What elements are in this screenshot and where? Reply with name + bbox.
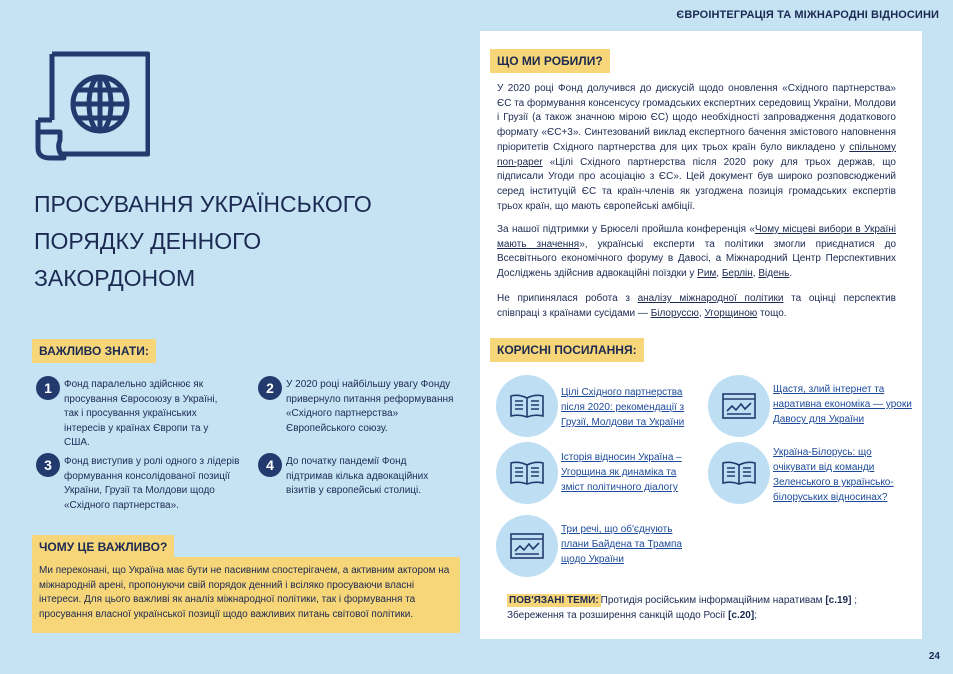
fact-item: [36, 378, 232, 451]
page-title: [34, 186, 434, 297]
paragraph-1: [497, 82, 896, 214]
text: та оцінці перспектив співпраці з країнами сусідами —: [497, 293, 896, 319]
why-text: Ми переконані, що Україна має бути не пасивним спостерігачем, а активним актором на міжнародній арені, пропонуючи свій порядок денний і всіляко просуваючи власні інтереси. Для цього важливі як аналіз міжнародної політики, так і формування та просування власної української позиції щодо важливих питань світової політики.: [32, 557, 460, 633]
fact-text: До початку пандемії Фонд підтримав кілька адвокаційних візитів у європейські столиці.: [286, 456, 429, 496]
paragraph-2: [497, 223, 896, 282]
fact-number: 3: [36, 453, 60, 477]
useful-link[interactable]: [496, 515, 696, 577]
important-label: ВАЖЛИВО ЗНАТИ:: [32, 339, 156, 363]
book-icon: [509, 393, 545, 419]
fact-number: 1: [36, 376, 60, 400]
hungary-link[interactable]: Угорщиною: [704, 307, 758, 319]
text: У 2020 році Фонд долучився до дискусій щодо оновлення «Східного партнерства» ЄС та формування консенсусу громадських експертних середовищ України, Молдови і Грузії (а також значною мірою ЄС) щодо необхідності запровадження додаткового формату «ЄС+3». Синтезований виклад експертного бачення змістового наповнення пріоритетів Східного партнерства для цих трьох країн було викладено у: [497, 83, 897, 153]
book-icon: [509, 460, 545, 486]
policy-analysis-link[interactable]: аналізу міжнародної політики: [637, 293, 784, 304]
what-we-did-label: ЩО МИ РОБИЛИ?: [490, 49, 610, 73]
paragraph-3: [497, 292, 896, 321]
link-text[interactable]: Історія відносин Україна – Угорщина як динаміка та зміст політичного діалогу: [561, 452, 682, 493]
browser-chart-icon: [721, 392, 757, 420]
link-icon-circle: [496, 515, 558, 577]
text: ,: [698, 307, 705, 319]
page-ref: [с.20]: [728, 610, 755, 621]
passport-globe-icon: [34, 50, 150, 162]
fact-item: [36, 455, 244, 513]
rome-link[interactable]: Рим: [697, 268, 717, 280]
fact-text: Фонд виступив у ролі одного з лідерів формування консолідованої позиції України, Грузії та Молдови щодо «Східного партнерства».: [64, 456, 240, 511]
link-text[interactable]: Три речі, що об'єднують плани Байдена та Трампа щодо України: [561, 524, 682, 565]
why-label: ЧОМУ ЦЕ ВАЖЛИВО?: [32, 535, 174, 559]
related-label: ПОВ'ЯЗАНІ ТЕМИ:: [509, 595, 599, 606]
text: », українські експерти та політики змогли приєднатися до Всесвітнього економічного форуму в Давосі, а Міжнародний Центр Перспективних Досліджень здійснив адвокаційні поїздки у: [497, 238, 897, 280]
title-line: ПОРЯДКУ ДЕННОГО: [34, 228, 262, 254]
fact-item: [258, 378, 458, 436]
conference-link[interactable]: Чому місцеві вибори в Україні мають значення: [497, 224, 896, 250]
text: тощо.: [757, 307, 787, 319]
text: «Цілі Східного партнерства після 2020 року для трьох держав, що підписали Угоди про асоціацію з ЄС». Цей документ був широко розповсюджений серед інституцій ЄС та країн-членів як узгоджена позиція громадських експертів трьох країн, що мають європейські амбіції.: [497, 156, 896, 212]
link-text[interactable]: Україна-Білорусь: що очікувати від команди Зеленського в українсько-білоруських відносинах?: [773, 447, 894, 503]
text: ,: [752, 268, 759, 280]
related-topic-1[interactable]: Протидія російським інформаційним наративам: [600, 595, 826, 606]
text: Не припинялася робота з: [497, 293, 638, 304]
section-tag: ЄВРОІНТЕГРАЦІЯ ТА МІЖНАРОДНІ ВІДНОСИНИ: [676, 9, 939, 21]
link-icon-circle: [708, 442, 770, 504]
page-number: 24: [928, 651, 940, 662]
page-ref: [с.19]: [825, 595, 852, 606]
fact-item: [258, 455, 444, 499]
link-icon-circle: [496, 442, 558, 504]
content-panel: [480, 31, 922, 639]
link-icon-circle: [496, 375, 558, 437]
text: За нашої підтримки у Брюселі пройшла конференція «: [497, 224, 755, 235]
text: ;: [754, 610, 757, 621]
fact-number: 2: [258, 376, 282, 400]
title-line: ПРОСУВАННЯ УКРАЇНСЬКОГО: [34, 191, 372, 217]
text: ;: [851, 595, 858, 606]
fact-text: У 2020 році найбільшу увагу Фонду привернуло питання реформування «Східного партнерства» Європейського союзу.: [286, 379, 454, 434]
link-text[interactable]: Щастя, злий інтернет та наративна економіка — уроки Давосу для України: [773, 384, 912, 425]
related-topic-2[interactable]: Збереження та розширення санкцій щодо Росії: [507, 610, 729, 621]
useful-link[interactable]: [708, 442, 913, 505]
useful-link[interactable]: [496, 442, 696, 504]
title-line: ЗАКОРДОНОМ: [34, 265, 196, 291]
belarus-link[interactable]: Білоруссю: [650, 307, 699, 319]
text: .: [789, 268, 793, 280]
browser-chart-icon: [509, 532, 545, 560]
book-icon: [721, 460, 757, 486]
fact-number: 4: [258, 453, 282, 477]
text: ,: [716, 268, 722, 280]
berlin-link[interactable]: Берлін: [721, 268, 753, 280]
related-topics: [507, 593, 907, 623]
useful-links-label: КОРИСНІ ПОСИЛАННЯ:: [490, 338, 644, 362]
link-text[interactable]: Цілі Східного партнерства після 2020: рекомендації з Грузії, Молдови та України: [561, 387, 685, 428]
useful-link[interactable]: [708, 375, 913, 437]
non-paper-link[interactable]: спільному non-paper: [497, 141, 896, 168]
useful-link[interactable]: [496, 375, 696, 437]
fact-text: Фонд паралельно здійснює як просування Євросоюзу в Україні, так і просування українських інтересів у країнах Європи та у США.: [64, 379, 218, 448]
vienna-link[interactable]: Відень: [758, 268, 790, 280]
link-icon-circle: [708, 375, 770, 437]
